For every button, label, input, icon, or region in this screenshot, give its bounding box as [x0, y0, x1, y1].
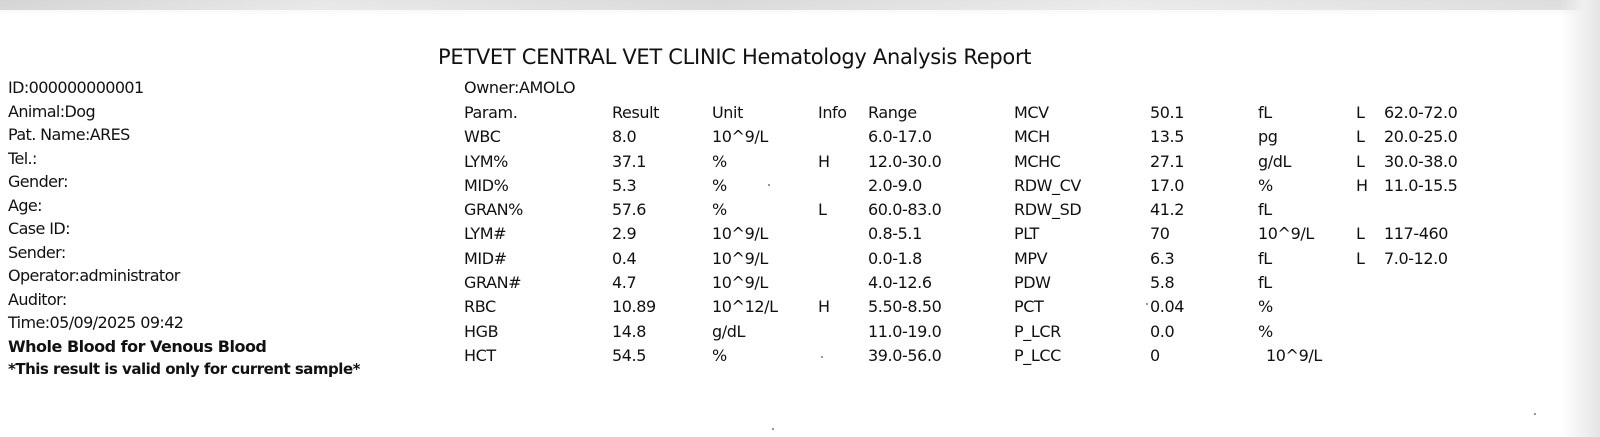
info-plt: L	[1356, 224, 1365, 244]
header-range: Range	[868, 103, 917, 122]
unit-rdw-sd: fL	[1258, 200, 1272, 220]
info-wbc	[818, 125, 847, 149]
result-mch: 13.5	[1150, 127, 1185, 147]
param-hgb: HGB	[464, 321, 499, 341]
result-p-lcc: 0	[1150, 345, 1160, 365]
range-hgb: 11.0-19.0	[868, 321, 942, 341]
unit-mchc: g/dL	[1258, 151, 1292, 171]
info-pct	[1356, 295, 1368, 319]
param-column-right	[1014, 101, 1081, 368]
paper-right-edge	[1560, 0, 1600, 437]
patient-name: Pat. Name:ARES	[8, 125, 130, 144]
print-speck	[768, 184, 770, 186]
param-mpv: MPV	[1014, 248, 1048, 268]
unit-plt: 10^9/L	[1258, 224, 1314, 244]
patient-sender: Sender:	[8, 242, 66, 262]
result-mid-abs: 0.4	[612, 248, 637, 268]
param-wbc: WBC	[464, 127, 501, 147]
range-mpv: 7.0-12.0	[1384, 248, 1448, 268]
info-mid-pct	[818, 174, 847, 198]
unit-rdw-cv: %	[1258, 175, 1273, 195]
unit-mcv: fL	[1258, 103, 1272, 122]
range-rdw-cv: 11.0-15.5	[1384, 175, 1458, 195]
print-speck	[821, 356, 823, 358]
info-mid-abs	[818, 247, 847, 271]
info-p-lcc	[1356, 344, 1368, 368]
info-column-right	[1356, 101, 1368, 368]
param-lym-abs: LYM#	[464, 224, 507, 244]
range-mid-pct: 2.0-9.0	[868, 175, 922, 195]
patient-tel: Tel.:	[8, 148, 37, 168]
range-lym-pct: 12.0-30.0	[868, 151, 942, 171]
result-gran-pct: 57.6	[612, 200, 647, 220]
result-mcv: 50.1	[1150, 103, 1185, 122]
unit-p-lcr: %	[1258, 321, 1273, 341]
report-title: PETVET CENTRAL VET CLINIC Hematology Analysis Report	[438, 45, 1032, 69]
result-pdw: 5.8	[1150, 273, 1175, 293]
unit-gran-abs: 10^9/L	[712, 273, 768, 293]
unit-rbc: 10^12/L	[712, 297, 778, 317]
param-p-lcr: P_LCR	[1014, 321, 1061, 341]
range-plt: 117-460	[1384, 224, 1449, 244]
range-mchc: 30.0-38.0	[1384, 151, 1458, 171]
range-pdw	[1384, 271, 1457, 295]
range-lym-abs: 0.8-5.1	[868, 224, 922, 244]
paper-top-edge	[0, 0, 1600, 10]
info-hgb	[818, 320, 847, 344]
range-mcv: 62.0-72.0	[1384, 103, 1458, 122]
unit-pct: %	[1258, 297, 1273, 317]
header-info: Info	[818, 103, 847, 122]
unit-mpv: fL	[1258, 248, 1272, 268]
param-mid-abs: MID#	[464, 248, 507, 268]
result-mchc: 27.1	[1150, 151, 1185, 171]
range-p-lcr	[1384, 320, 1457, 344]
result-lym-abs: 2.9	[612, 224, 637, 244]
range-p-lcc	[1384, 344, 1457, 368]
info-mchc: L	[1356, 151, 1365, 171]
unit-gran-pct: %	[712, 200, 727, 220]
range-pct	[1384, 295, 1457, 319]
sample-type: Whole Blood for Venous Blood	[8, 336, 267, 356]
result-plt: 70	[1150, 224, 1170, 244]
unit-lym-abs: 10^9/L	[712, 224, 768, 244]
unit-mch: pg	[1258, 127, 1278, 147]
patient-time: Time:05/09/2025 09:42	[8, 313, 184, 332]
range-rbc: 5.50-8.50	[868, 297, 942, 317]
param-mch: MCH	[1014, 127, 1050, 147]
unit-hgb: g/dL	[712, 321, 746, 341]
param-rdw-cv: RDW_CV	[1014, 175, 1081, 195]
patient-gender: Gender:	[8, 172, 68, 191]
print-speck	[1534, 413, 1536, 415]
info-p-lcr	[1356, 320, 1368, 344]
param-gran-abs: GRAN#	[464, 273, 522, 293]
header-unit: Unit	[712, 103, 743, 122]
result-rdw-sd: 41.2	[1150, 200, 1185, 220]
print-speck	[772, 428, 774, 430]
patient-operator: Operator:administrator	[8, 266, 180, 285]
header-result: Result	[612, 103, 660, 122]
unit-lym-pct: %	[712, 151, 727, 171]
result-mid-pct: 5.3	[612, 175, 637, 195]
owner-label: Owner:AMOLO	[464, 78, 576, 97]
header-param: Param.	[464, 103, 518, 122]
patient-id: ID:000000000001	[8, 78, 144, 97]
range-gran-pct: 60.0-83.0	[868, 200, 942, 220]
result-column-left	[612, 101, 659, 368]
info-lym-pct: H	[818, 151, 830, 171]
range-column-right	[1384, 101, 1457, 368]
param-lym-pct: LYM%	[464, 151, 508, 171]
result-rdw-cv: 17.0	[1150, 175, 1185, 195]
range-mid-abs: 0.0-1.8	[868, 248, 922, 268]
param-mchc: MCHC	[1014, 151, 1061, 171]
param-pct: PCT	[1014, 297, 1044, 317]
patient-age: Age:	[8, 195, 42, 215]
param-hct: HCT	[464, 345, 496, 365]
info-rbc: H	[818, 297, 830, 317]
range-gran-abs: 4.0-12.6	[868, 273, 932, 293]
result-hgb: 14.8	[612, 321, 647, 341]
range-mch: 20.0-25.0	[1384, 127, 1458, 147]
unit-mid-abs: 10^9/L	[712, 248, 768, 268]
param-column-left	[464, 101, 523, 368]
result-pct: 0.04	[1150, 297, 1185, 317]
range-wbc: 6.0-17.0	[868, 127, 932, 147]
range-hct: 39.0-56.0	[868, 345, 942, 365]
info-rdw-sd	[1356, 198, 1368, 222]
param-p-lcc: P_LCC	[1014, 345, 1061, 365]
param-mcv: MCV	[1014, 103, 1049, 122]
info-mcv: L	[1356, 103, 1365, 122]
patient-case-id: Case ID:	[8, 219, 70, 238]
result-mpv: 6.3	[1150, 248, 1175, 268]
range-rdw-sd	[1384, 198, 1457, 222]
info-lym-abs	[818, 222, 847, 246]
param-rdw-sd: RDW_SD	[1014, 200, 1082, 220]
param-pdw: PDW	[1014, 273, 1051, 293]
unit-hct: %	[712, 345, 727, 365]
unit-p-lcc: 10^9/L	[1266, 345, 1322, 365]
validity-note: *This result is valid only for current sample*	[8, 360, 360, 378]
param-gran-pct: GRAN%	[464, 200, 523, 220]
unit-column-right	[1258, 101, 1322, 368]
result-wbc: 8.0	[612, 127, 637, 147]
range-column-left	[868, 101, 941, 368]
unit-pdw: fL	[1258, 273, 1272, 293]
unit-column-left	[712, 101, 778, 368]
param-rbc: RBC	[464, 297, 496, 317]
patient-auditor: Auditor:	[8, 289, 67, 309]
result-lym-pct: 37.1	[612, 151, 647, 171]
patient-info-block	[8, 76, 428, 382]
patient-animal: Animal:Dog	[8, 101, 96, 121]
param-mid-pct: MID%	[464, 175, 509, 195]
result-hct: 54.5	[612, 345, 647, 365]
result-gran-abs: 4.7	[612, 273, 637, 293]
unit-mid-pct: %	[712, 175, 727, 195]
info-mpv: L	[1356, 248, 1365, 268]
info-gran-pct: L	[818, 200, 827, 220]
unit-wbc: 10^9/L	[712, 127, 768, 147]
print-speck	[1146, 303, 1148, 305]
param-plt: PLT	[1014, 224, 1039, 244]
result-p-lcr: 0.0	[1150, 321, 1175, 341]
info-mch: L	[1356, 127, 1365, 147]
result-column-right	[1150, 101, 1184, 368]
info-rdw-cv: H	[1356, 175, 1368, 195]
info-pdw	[1356, 271, 1368, 295]
info-gran-abs	[818, 271, 847, 295]
info-column-left	[818, 101, 847, 368]
result-rbc: 10.89	[612, 297, 656, 317]
